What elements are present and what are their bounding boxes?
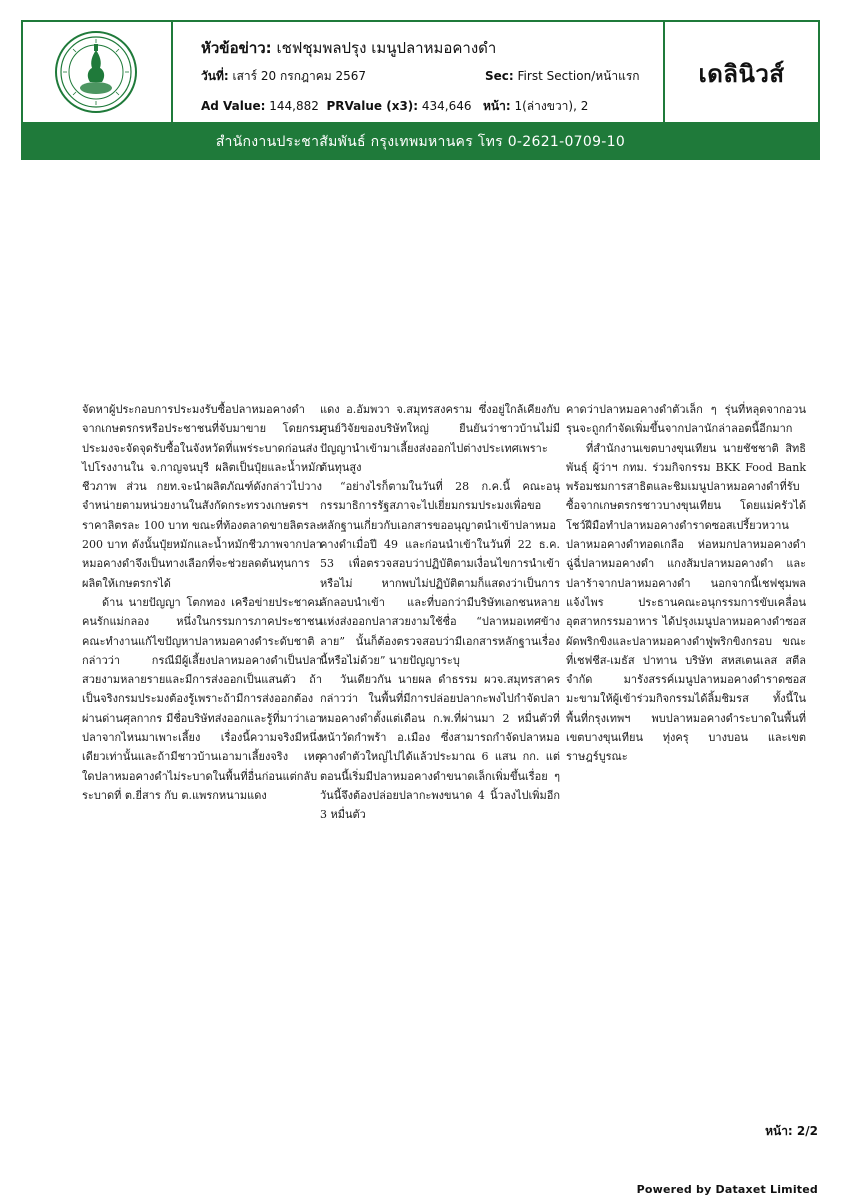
section-line: [485, 67, 640, 86]
contact-banner: สำนักงานประชาสัมพันธ์ กรุงเทพมหานคร โทร 0-2621-0709-10: [21, 124, 820, 160]
clipping-header: [21, 20, 820, 124]
pr-value-text: 434,646: [421, 99, 472, 113]
article-column-1: [82, 400, 322, 805]
ad-value-label: Ad Value:: [201, 99, 266, 113]
powered-by: Powered by Dataxet Limited: [636, 1183, 818, 1196]
article-paragraph: วันเดียวกัน นายผล ดำธรรม ผวจ.สมุทรสาคร กล่าวว่า ในพื้นที่มีการปล่อยปลากะพงไปกำจัดปลาหมอคางดำตั้งแต่เดือน ก.พ.ที่ผ่านมา 2 หมื่นตัวที่หน้าวัดกำพร้า อ.เมือง ซึ่งสามารถกำจัดปลาหมอคางดำตัวใหญ่ไปได้แล้วประมาณ 6 แสน กก. แต่ตอนนี้เริ่มมีปลาหมอคางดำขนาดเล็กเพิ่มขึ้นเรื่อย ๆ วันนี้จึงต้องปล่อยปลากะพงขนาด 4 นิ้วลงไปเพิ่มอีก 3 หมื่นตัว: [320, 673, 560, 822]
date-line: [201, 67, 366, 86]
clipping-info: [173, 22, 665, 122]
logo-cell: [23, 22, 173, 122]
article-paragraph: จัดหาผู้ประกอบการประมงรับซื้อปลาหมอคางดำจากเกษตรกรหรือประชาชนที่จับมาขาย โดยกรมประมงจะจัดจุดรับซื้อในจังหวัดที่แพร่ระบาดก่อนส่งไปโรงงานใน จ.กาญจนบุรี ผลิตเป็นปุ๋ยและน้ำหมักชีวภาพ ส่วน กยท.จะนำผลิตภัณฑ์ดังกล่าวไปวางจำหน่ายตามหน่วยงานในสังกัดกระทรวงเกษตรฯราคาลิตรละ 100 บาท ขณะที่ท้องตลาดขายลิตรละ 200 บาท ดังนั้นปุ๋ยหมักและน้ำหมักชีวภาพจากปลาหมอคางดำจึงเป็นทางเลือกที่จะช่วยลดต้นทุนการผลิตให้เกษตรกรได้: [82, 403, 322, 590]
date-text: เสาร์ 20 กรกฎาคม 2567: [232, 69, 367, 83]
date-label: วันที่:: [201, 69, 229, 83]
article-column-3: [566, 400, 806, 767]
article-paragraph: ด้าน นายปัญญา โตกทอง เครือข่ายประชาคมคนรักแม่กลอง หนึ่งในกรรมการภาคประชาชน คณะทำงานแก้ไขปัญหาปลาหมอคางดำระดับชาติ กล่าวว่า กรณีมีผู้เลี้ยงปลาหมอคางดำเป็นปลาสวยงามหลายรายและมีการส่งออกเป็นแสนตัว ถ้าเป็นจริงกรมประมงต้องรู้เพราะถ้ามีการส่งออกต้องผ่านด่านศุลกากร มีชื่อบริษัทส่งออกและรู้ที่มาว่าเอาปลาจากไหนมาเพาะเลี้ยง เรื่องนี้ความจริงมีหนึ่งเดียวเท่านั้นและถ้ามีชาวบ้านเอามาเลี้ยงจริง เหตุใดปลาหมอคางดำไม่ระบาดในพื้นที่อื่นก่อนแต่กลับระบาดที่ ต.ยี่สาร กับ ต.แพรกหนามแดง: [82, 595, 322, 802]
headline: [201, 36, 496, 60]
page-label: หน้า:: [482, 99, 511, 113]
section-label: Sec:: [485, 69, 514, 83]
section-text: First Section/หน้าแรก: [517, 69, 640, 83]
article-paragraph: ที่สำนักงานเขตบางขุนเทียน นายชัชชาติ สิทธิพันธุ์ ผู้ว่าฯ กทม. ร่วมกิจกรรม BKK Food Bank พร้อมชมการสาธิตและชิมเมนูปลาหมอคางดำที่รับซื้อจากเกษตรกรชาวบางขุนเทียน โดยแม่ครัวได้โชว์ฝีมือทำปลาหมอคางดำราดซอสเปรี้ยวหวาน ปลาหมอคางดำทอดเกลือ ห่อหมกปลาหมอคางดำ ฉู่ฉี่ปลาหมอคางดำ แกงส้มปลาหมอคางดำ และปลาร้าจากปลาหมอคางดำ นอกจากนี้เชฟชุมพล แจ้งไพร ประธานคณะอนุกรรมการขับเคลื่อนอุตสาหกรรมอาหาร ได้ปรุงเมนูปลาหมอคางดำซอสผัดพริกขิงและปลาหมอคางดำฟูพริกขิงกรอบ ขณะที่เชฟชีส-เมธัส ปาทาน บริษัท สหสเตนเลส สตีล จำกัด มารังสรรค์เมนูปลาหมอคางดำราดซอสมะขามให้ผู้เข้าร่วมกิจกรรมได้ลิ้มชิมรส ทั้งนี้ในพื้นที่กรุงเทพฯ พบปลาหมอคางดำระบาดในพื้นที่เขตบางขุนเทียน ทุ่งครุ บางบอน และเขตราษฎร์บูรณะ: [566, 441, 806, 764]
ad-value-text: 144,882: [269, 99, 319, 113]
headline-label: หัวข้อข่าว:: [201, 39, 272, 57]
pr-value-label: PRValue (x3):: [326, 99, 419, 113]
value-line: [201, 97, 588, 116]
page-indicator: หน้า: 2/2: [765, 1124, 818, 1138]
publication-name: เดลินิวส์: [698, 60, 785, 88]
headline-text: เชฟชุมพลปรุง เมนูปลาหมอคางดำ: [276, 39, 497, 57]
article-column-2: [320, 400, 560, 825]
page-text: 1(ล่างขวา), 2: [514, 99, 589, 113]
bma-seal-icon: [54, 30, 138, 114]
article-paragraph: คาดว่าปลาหมอคางดำตัวเล็ก ๆ รุ่นที่หลุดจากอวนรุนจะถูกกำจัดเพิ่มขึ้นจากปลานักล่าลอตนี้อีกมาก: [566, 403, 806, 436]
publication-cell: [665, 22, 818, 122]
article-paragraph: แดง อ.อัมพวา จ.สมุทรสงคราม ซึ่งอยู่ใกล้เคียงกับศูนย์วิจัยของบริษัทใหญ่ ยืนยันว่าชาวบ้านไม่มีปัญญานำเข้ามาเลี้ยงส่งออกไปต่างประเทศเพราะต้นทุนสูง: [320, 403, 560, 474]
article-paragraph: “อย่างไรก็ตามในวันที่ 28 ก.ค.นี้ คณะอนุกรรมาธิการรัฐสภาจะไปเยี่ยมกรมประมงเพื่อขอหลักฐานเกี่ยวกับเอกสารขออนุญาตนำเข้าปลาหมอคางดำเมื่อปี 49 และก่อนนำเข้าในวันที่ 22 ธ.ค. 53 เพื่อตรวจสอบว่าปฏิบัติตามเงื่อนไขการนำเข้าหรือไม่ หากพบไม่ปฏิบัติตามก็แสดงว่าเป็นการลักลอบนำเข้า และที่บอกว่ามีบริษัทเอกชนหลายแห่งส่งออกปลาสวยงามใช้ชื่อ “ปลาหมอเทศข้างลาย” นั้นก็ต้องตรวจสอบว่ามีเอกสารหลักฐานเรื่องนี้หรือไม่ด้วย” นายปัญญาระบุ: [320, 480, 560, 667]
